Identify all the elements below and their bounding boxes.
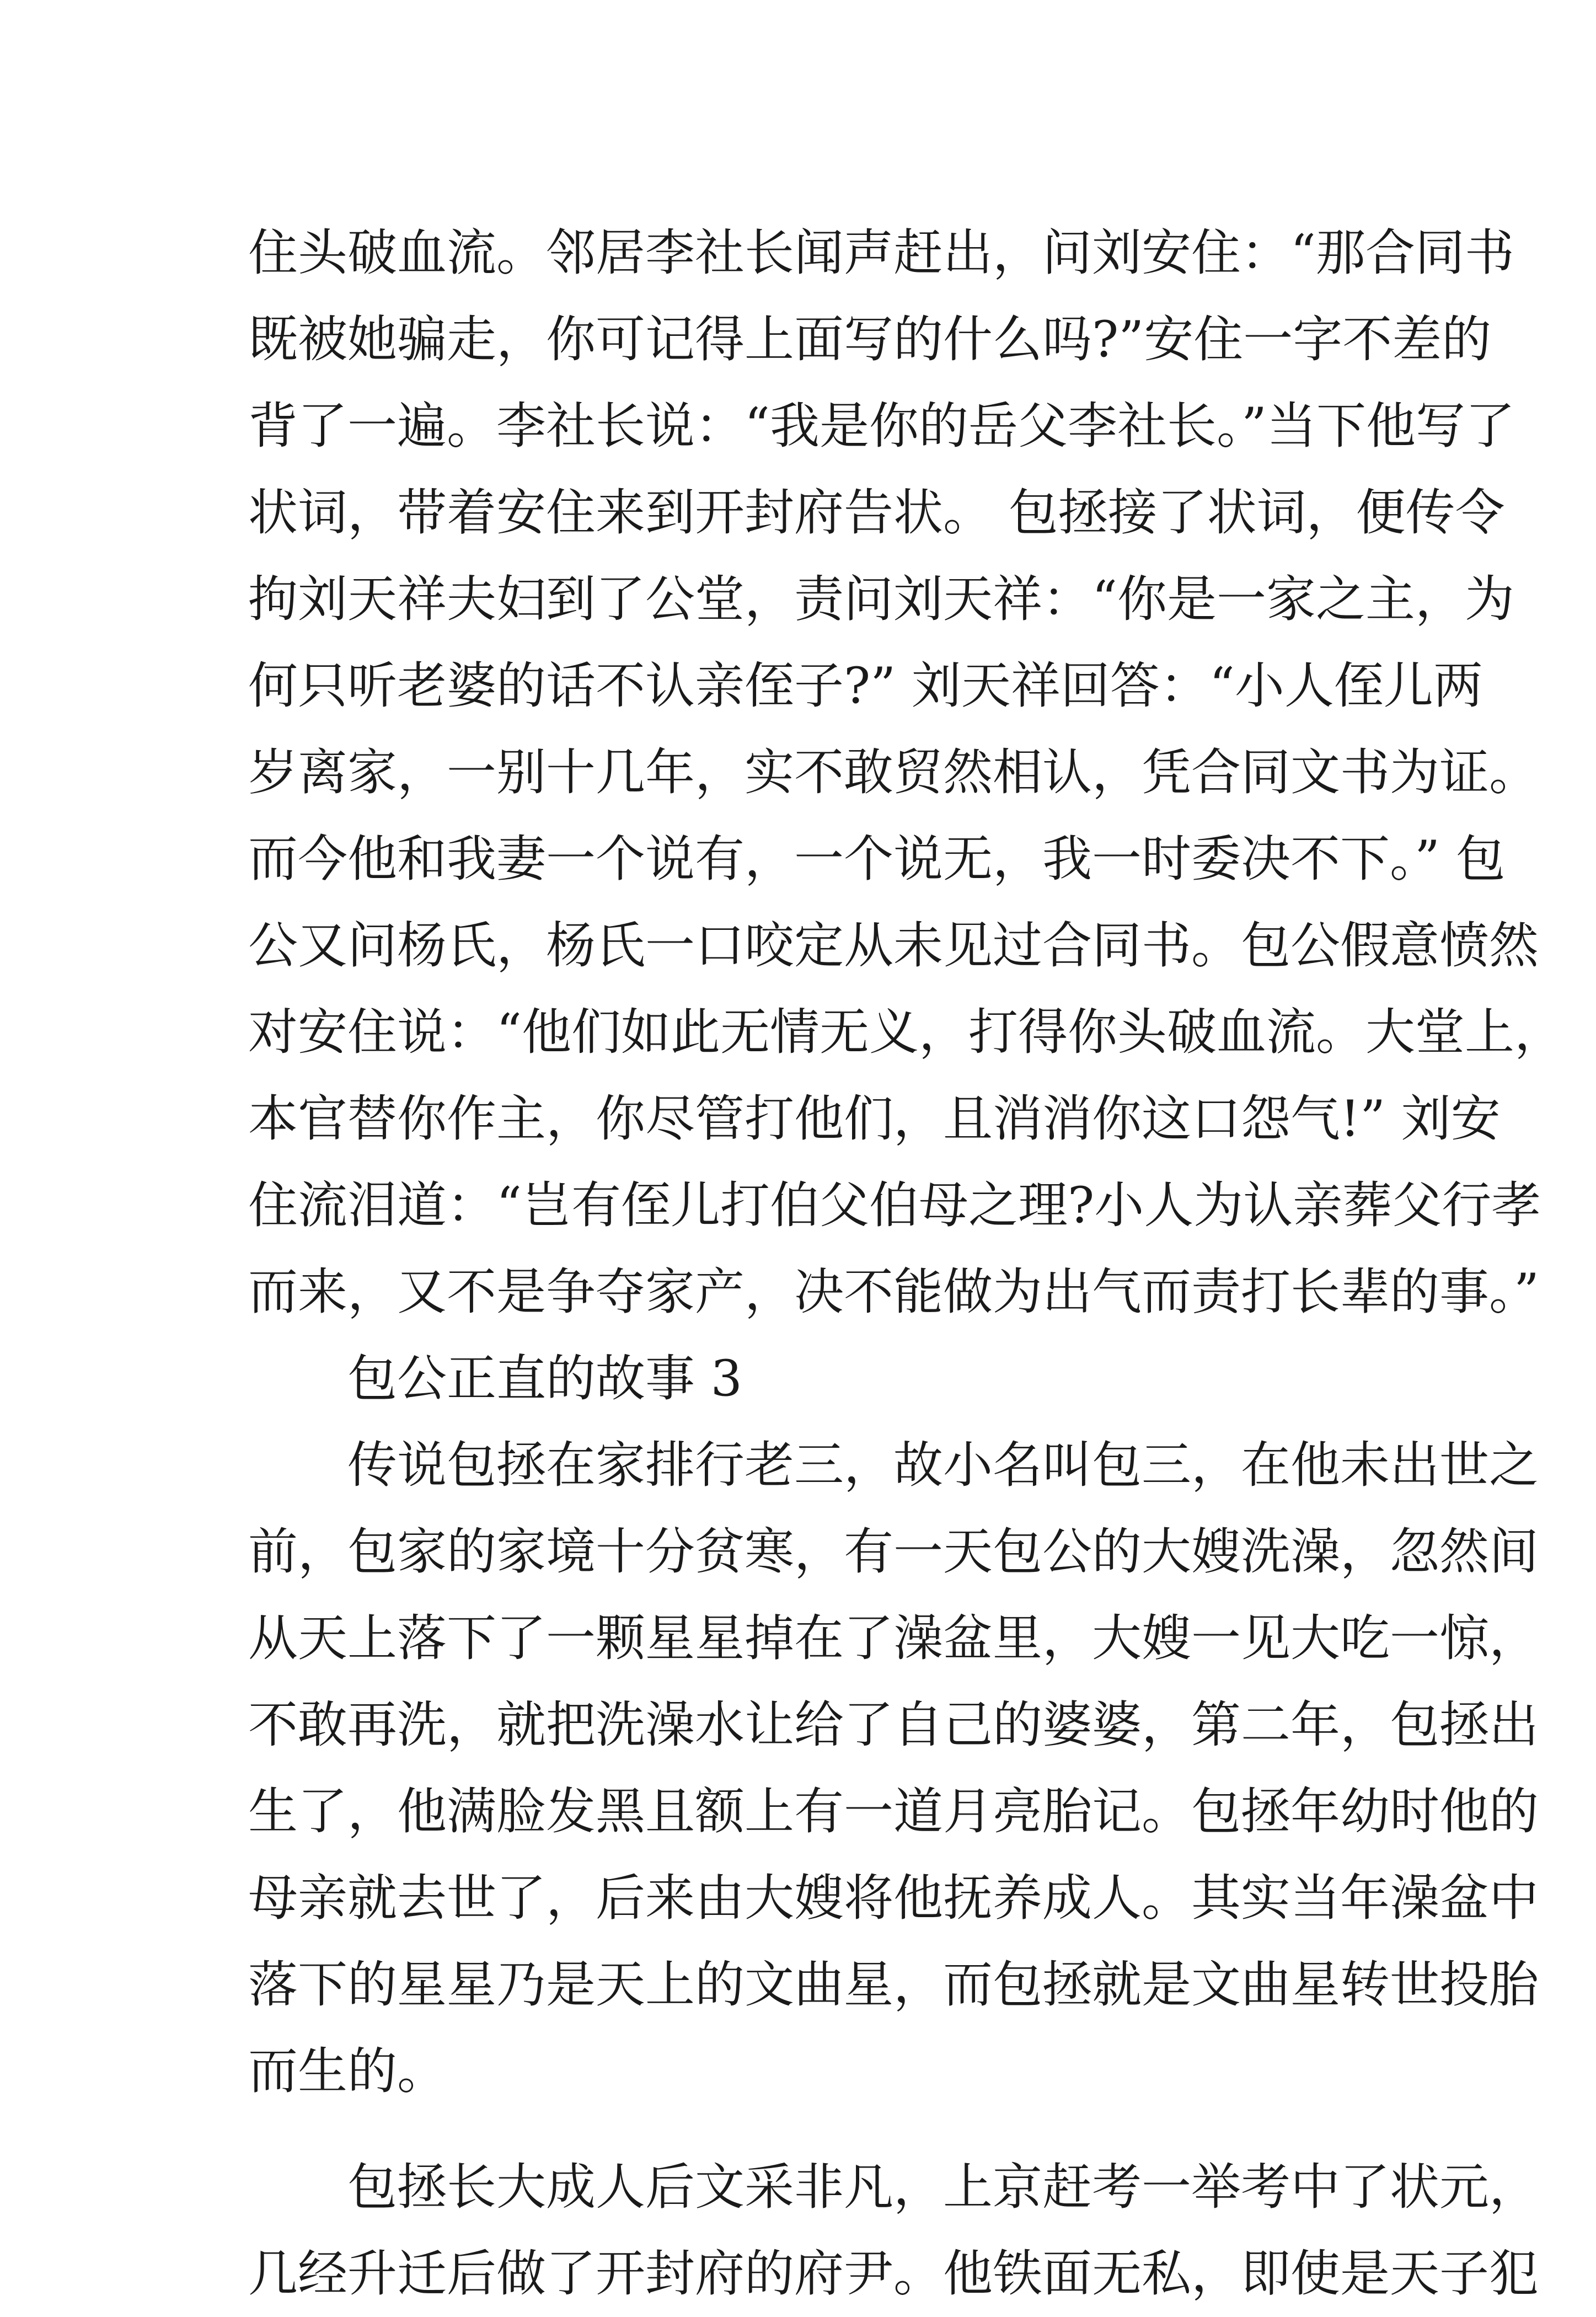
text-line: 住头破血流。邻居李社长闻声赶出，问刘安住：“那合同书 [248, 224, 1515, 282]
paragraph-continuation [248, 210, 1565, 1335]
text-line: 落下的星星乃是天上的文曲星，而包拯就是文曲星转世投胎 [248, 1956, 1539, 2014]
text-line: 生了，他满脸发黑且额上有一道月亮胎记。包拯年幼时他的 [248, 1783, 1539, 1840]
section-heading: 包公正直的故事 3 [347, 1350, 742, 1408]
text-line: 不敢再洗，就把洗澡水让给了自己的婆婆，第二年，包拯出 [248, 1696, 1539, 1754]
text-line: 几经升迁后做了开封府的府尹。他铁面无私，即使是天子犯 [248, 2245, 1539, 2303]
text-line: 而生的。 [248, 2042, 447, 2100]
text-line: 而来，又不是争夺家产，决不能做为出气而责打长辈的事。” [248, 1263, 1540, 1321]
text-line: 既被她骗走，你可记得上面写的什么吗?”安住一字不差的 [248, 311, 1492, 368]
paragraph-legend [248, 1422, 1539, 2115]
text-line: 从天上落下了一颗星星掉在了澡盆里，大嫂一见大吃一惊， [248, 1609, 1539, 1667]
document-body [248, 210, 1565, 2317]
text-line: 母亲就去世了，后来由大嫂将他抚养成人。其实当年澡盆中 [248, 1869, 1539, 1927]
text-line: 住流泪道：“岂有侄儿打伯父伯母之理?小人为认亲葬父行孝 [248, 1176, 1541, 1234]
text-line: 何只听老婆的话不认亲侄子?” 刘天祥回答：“小人侄儿两 [248, 657, 1483, 715]
text-line: 公又问杨氏，杨氏一口咬定从未见过合同书。包公假意愤然 [248, 917, 1539, 975]
text-line: 岁离家，一别十几年，实不敢贸然相认，凭合同文书为证。 [248, 743, 1539, 801]
text-line: 本官替你作主，你尽管打他们，且消消你这口怨气!” 刘安 [248, 1090, 1501, 1148]
text-line: 对安住说：“他们如此无情无义，打得你头破血流。大堂上， [248, 1003, 1565, 1061]
text-line: 背了一遍。李社长说：“我是你的岳父李社长。”当下他写了 [248, 397, 1515, 455]
text-line: 前，包家的家境十分贫寒，有一天包公的大嫂洗澡，忽然间 [248, 1523, 1539, 1581]
text-line: 传说包拯在家排行老三，故小名叫包三，在他未出世之 [347, 1436, 1539, 1494]
text-line: 而今他和我妻一个说有，一个说无，我一时委决不下。” 包 [248, 830, 1506, 888]
text-line: 状词，带着安住来到开封府告状。 包拯接了状词，便传令 [248, 484, 1505, 542]
paragraph-career [248, 2144, 1539, 2317]
text-line: 包拯长大成人后文采非凡，上京赶考一举考中了状元， [347, 2158, 1539, 2216]
text-line: 拘刘天祥夫妇到了公堂，责问刘天祥：“你是一家之主，为 [248, 570, 1515, 628]
